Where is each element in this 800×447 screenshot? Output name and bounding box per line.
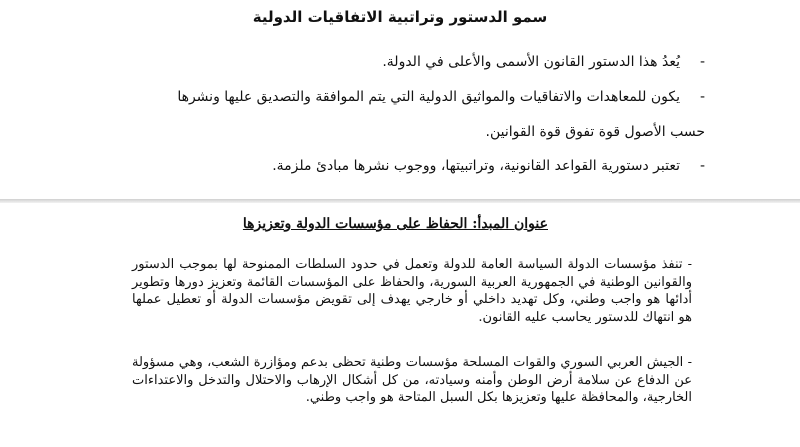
list-item	[120, 52, 705, 72]
list-item-text: يكون للمعاهدات والاتفاقيات والمواثيق الدولية التي يتم الموافقة والتصديق عليها ونشرها	[177, 89, 680, 105]
principle-paragraph: - تنفذ مؤسسات الدولة السياسة العامة للدولة وتعمل في حدود السلطات الممنوحة لها بموجب الدستور والقوانين الوطنية في الجمهورية العربية السورية، والحفاظ على المؤسسات القائمة وتعزيز دورها وتطوير أدائها هو واجب وطني، وكل تهديد داخلي أو خارجي يهدف إلى تقويض مؤسسات الدولة أو تعطيل عملها هو انتهاك للدستور يحاسب عليه القانون.	[132, 257, 692, 325]
principle-title: عنوان المبدأ: الحفاظ على مؤسسات الدولة وتعزيزها	[242, 216, 548, 232]
section-divider	[0, 199, 800, 203]
list-item-text: تعتبر دستورية القواعد القانونية، وتراتبيتها، ووجوب نشرها مبادئ ملزمة.	[272, 158, 680, 174]
bullet-dash: -	[699, 54, 705, 70]
bullet-dash: -	[699, 158, 705, 174]
list-item-continuation: حسب الأصول قوة تفوق قوة القوانين.	[485, 124, 705, 140]
principles-list	[120, 52, 705, 176]
list-item	[120, 156, 705, 176]
principle-paragraph: - الجيش العربي السوري والقوات المسلحة مؤسسات وطنية تحظى بدعم ومؤازرة الشعب، وهي مسؤولة عن الدفاع عن سلامة أرض الوطن وأمنه وسيادته، من كل أشكال الإرهاب والاحتلال والتدخل والاعتداءات الخارجية، والمحافظة عليها وتعزيزها بكل السبل المتاحة هو واجب وطني.	[132, 355, 692, 405]
list-item	[120, 87, 705, 142]
list-item-text: يُعدُ هذا الدستور القانون الأسمى والأعلى في الدولة.	[382, 54, 680, 70]
state-institutions-section	[0, 204, 800, 447]
section-title: سمو الدستور وتراتبية الاتفاقيات الدولية	[252, 8, 548, 26]
bullet-dash: -	[699, 89, 705, 105]
constitution-supremacy-section	[0, 0, 800, 200]
